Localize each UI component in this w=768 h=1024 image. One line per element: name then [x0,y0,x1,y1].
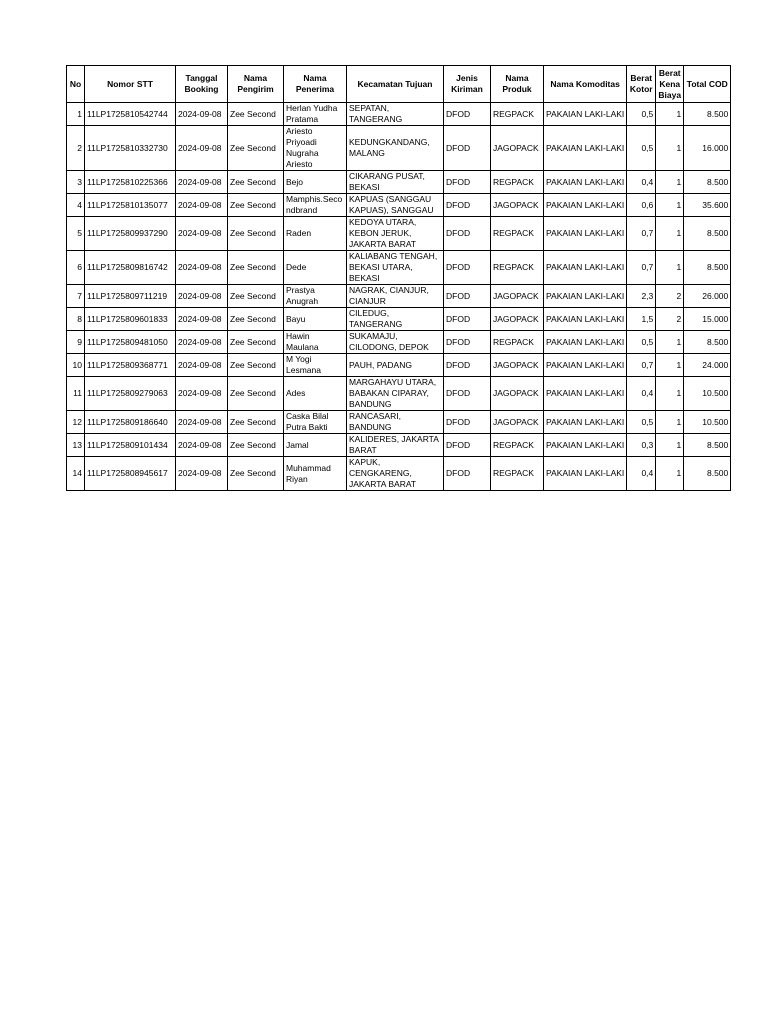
cell-nama-komoditas: PAKAIAN LAKI-LAKI [544,354,627,377]
cell-nomor-stt: 11LP1725809101434 [85,434,176,457]
header-tanggal-booking: Tanggal Booking [176,66,228,103]
cell-nama-pengirim: Zee Second [228,217,284,251]
cell-berat-kotor: 0,7 [627,251,656,285]
cell-nama-produk: REGPACK [491,251,544,285]
cell-kecamatan-tujuan: RANCASARI, BANDUNG [347,411,444,434]
cell-no: 9 [67,331,85,354]
cell-nama-produk: REGPACK [491,457,544,491]
cell-tanggal-booking: 2024-09-08 [176,126,228,171]
header-no: No [67,66,85,103]
cell-total-cod: 8.500 [684,434,731,457]
table-row [67,377,731,411]
header-total-cod: Total COD [684,66,731,103]
cell-berat-kena-biaya: 1 [656,377,684,411]
cell-total-cod: 16.000 [684,126,731,171]
cell-nama-penerima: M Yogi Lesmana [284,354,347,377]
cell-jenis-kiriman: DFOD [444,308,491,331]
cell-berat-kotor: 0,7 [627,217,656,251]
header-kecamatan-tujuan: Kecamatan Tujuan [347,66,444,103]
table-row [67,103,731,126]
cell-total-cod: 8.500 [684,103,731,126]
cell-nama-komoditas: PAKAIAN LAKI-LAKI [544,457,627,491]
cell-nama-komoditas: PAKAIAN LAKI-LAKI [544,411,627,434]
cell-tanggal-booking: 2024-09-08 [176,308,228,331]
cell-no: 6 [67,251,85,285]
cell-nama-penerima: Muhammad Riyan [284,457,347,491]
cell-nama-komoditas: PAKAIAN LAKI-LAKI [544,434,627,457]
cell-jenis-kiriman: DFOD [444,331,491,354]
cell-nama-pengirim: Zee Second [228,194,284,217]
header-nama-produk: Nama Produk [491,66,544,103]
cell-tanggal-booking: 2024-09-08 [176,285,228,308]
cell-berat-kena-biaya: 1 [656,217,684,251]
cell-nama-produk: JAGOPACK [491,377,544,411]
cell-nama-penerima: Raden [284,217,347,251]
cell-berat-kena-biaya: 1 [656,194,684,217]
cell-berat-kotor: 0,4 [627,171,656,194]
header-row [67,66,731,103]
cell-nomor-stt: 11LP1725809368771 [85,354,176,377]
cell-nama-pengirim: Zee Second [228,285,284,308]
cell-nama-komoditas: PAKAIAN LAKI-LAKI [544,171,627,194]
cell-nama-komoditas: PAKAIAN LAKI-LAKI [544,285,627,308]
cell-kecamatan-tujuan: PAUH, PADANG [347,354,444,377]
cell-no: 7 [67,285,85,308]
cell-berat-kotor: 0,4 [627,457,656,491]
cell-kecamatan-tujuan: CILEDUG, TANGERANG [347,308,444,331]
cell-nama-produk: JAGOPACK [491,411,544,434]
cell-total-cod: 15.000 [684,308,731,331]
cell-nama-produk: REGPACK [491,171,544,194]
cell-kecamatan-tujuan: NAGRAK, CIANJUR, CIANJUR [347,285,444,308]
cell-tanggal-booking: 2024-09-08 [176,217,228,251]
cell-jenis-kiriman: DFOD [444,171,491,194]
cell-no: 8 [67,308,85,331]
cell-total-cod: 8.500 [684,251,731,285]
cell-nama-produk: REGPACK [491,331,544,354]
cell-nama-produk: JAGOPACK [491,194,544,217]
cell-kecamatan-tujuan: KALIDERES, JAKARTA BARAT [347,434,444,457]
cell-berat-kotor: 0,5 [627,411,656,434]
table-row [67,217,731,251]
cell-jenis-kiriman: DFOD [444,217,491,251]
cell-jenis-kiriman: DFOD [444,457,491,491]
cell-no: 14 [67,457,85,491]
cell-total-cod: 10.500 [684,411,731,434]
cell-nama-pengirim: Zee Second [228,411,284,434]
cell-nama-pengirim: Zee Second [228,434,284,457]
table-row [67,331,731,354]
cell-tanggal-booking: 2024-09-08 [176,434,228,457]
cell-nomor-stt: 11LP1725810332730 [85,126,176,171]
cell-nama-pengirim: Zee Second [228,377,284,411]
cell-nama-produk: JAGOPACK [491,308,544,331]
cell-total-cod: 35.600 [684,194,731,217]
table-row [67,285,731,308]
cell-nama-komoditas: PAKAIAN LAKI-LAKI [544,308,627,331]
cell-berat-kena-biaya: 2 [656,285,684,308]
cell-nomor-stt: 11LP1725809711219 [85,285,176,308]
cell-berat-kena-biaya: 1 [656,457,684,491]
cell-total-cod: 8.500 [684,171,731,194]
cell-kecamatan-tujuan: KAPUAS (SANGGAU KAPUAS), SANGGAU [347,194,444,217]
cell-nama-penerima: Ariesto Priyoadi Nugraha Ariesto [284,126,347,171]
cell-nama-penerima: Ades [284,377,347,411]
cell-no: 10 [67,354,85,377]
cell-berat-kena-biaya: 1 [656,411,684,434]
cell-nama-produk: REGPACK [491,434,544,457]
table-row [67,308,731,331]
cell-no: 2 [67,126,85,171]
cell-no: 1 [67,103,85,126]
cell-total-cod: 26.000 [684,285,731,308]
cell-nama-komoditas: PAKAIAN LAKI-LAKI [544,194,627,217]
cell-nomor-stt: 11LP1725810542744 [85,103,176,126]
cell-nama-penerima: Dede [284,251,347,285]
cell-tanggal-booking: 2024-09-08 [176,411,228,434]
cell-nama-penerima: Bejo [284,171,347,194]
cell-nama-komoditas: PAKAIAN LAKI-LAKI [544,126,627,171]
cell-kecamatan-tujuan: CIKARANG PUSAT, BEKASI [347,171,444,194]
cell-no: 12 [67,411,85,434]
table-row [67,411,731,434]
cell-berat-kotor: 0,5 [627,103,656,126]
cell-berat-kotor: 0,4 [627,377,656,411]
cell-berat-kotor: 0,5 [627,331,656,354]
table-row [67,126,731,171]
cell-kecamatan-tujuan: SEPATAN, TANGERANG [347,103,444,126]
cell-jenis-kiriman: DFOD [444,103,491,126]
cell-tanggal-booking: 2024-09-08 [176,354,228,377]
header-berat-kotor: Berat Kotor [627,66,656,103]
cell-nama-penerima: Caska Bilal Putra Bakti [284,411,347,434]
shipment-table [66,65,731,491]
cell-berat-kotor: 0,3 [627,434,656,457]
cell-nama-komoditas: PAKAIAN LAKI-LAKI [544,103,627,126]
cell-nama-pengirim: Zee Second [228,251,284,285]
cell-berat-kotor: 2,3 [627,285,656,308]
cell-nomor-stt: 11LP1725808945617 [85,457,176,491]
cell-nama-pengirim: Zee Second [228,354,284,377]
cell-jenis-kiriman: DFOD [444,354,491,377]
cell-berat-kotor: 0,6 [627,194,656,217]
cell-kecamatan-tujuan: KEDOYA UTARA, KEBON JERUK, JAKARTA BARAT [347,217,444,251]
cell-nama-penerima: Hawin Maulana [284,331,347,354]
cell-nama-produk: REGPACK [491,103,544,126]
cell-berat-kena-biaya: 1 [656,171,684,194]
cell-berat-kena-biaya: 1 [656,126,684,171]
cell-nomor-stt: 11LP1725809279063 [85,377,176,411]
cell-jenis-kiriman: DFOD [444,126,491,171]
table-row [67,251,731,285]
cell-jenis-kiriman: DFOD [444,411,491,434]
header-jenis-kiriman: Jenis Kiriman [444,66,491,103]
cell-nama-komoditas: PAKAIAN LAKI-LAKI [544,251,627,285]
cell-nama-produk: REGPACK [491,217,544,251]
cell-nama-komoditas: PAKAIAN LAKI-LAKI [544,331,627,354]
cell-berat-kena-biaya: 2 [656,308,684,331]
cell-no: 5 [67,217,85,251]
cell-nama-penerima: Herlan Yudha Pratama [284,103,347,126]
cell-nomor-stt: 11LP1725809937290 [85,217,176,251]
cell-nama-penerima: Bayu [284,308,347,331]
cell-jenis-kiriman: DFOD [444,194,491,217]
cell-total-cod: 10.500 [684,377,731,411]
table-row [67,194,731,217]
cell-total-cod: 24.000 [684,354,731,377]
header-nama-pengirim: Nama Pengirim [228,66,284,103]
cell-tanggal-booking: 2024-09-08 [176,331,228,354]
cell-berat-kena-biaya: 1 [656,331,684,354]
cell-nama-pengirim: Zee Second [228,457,284,491]
cell-jenis-kiriman: DFOD [444,434,491,457]
table-row [67,171,731,194]
cell-nama-pengirim: Zee Second [228,171,284,194]
cell-nama-produk: JAGOPACK [491,354,544,377]
cell-kecamatan-tujuan: SUKAMAJU, CILODONG, DEPOK [347,331,444,354]
cell-nomor-stt: 11LP1725809481050 [85,331,176,354]
cell-nama-komoditas: PAKAIAN LAKI-LAKI [544,377,627,411]
cell-jenis-kiriman: DFOD [444,377,491,411]
cell-kecamatan-tujuan: MARGAHAYU UTARA, BABAKAN CIPARAY, BANDUNG [347,377,444,411]
header-berat-kena-biaya: Berat Kena Biaya [656,66,684,103]
cell-berat-kena-biaya: 1 [656,103,684,126]
cell-kecamatan-tujuan: KEDUNGKANDANG, MALANG [347,126,444,171]
cell-berat-kena-biaya: 1 [656,434,684,457]
cell-tanggal-booking: 2024-09-08 [176,103,228,126]
table-row [67,354,731,377]
header-nama-komoditas: Nama Komoditas [544,66,627,103]
cell-berat-kotor: 0,5 [627,126,656,171]
cell-kecamatan-tujuan: KALIABANG TENGAH, BEKASI UTARA, BEKASI [347,251,444,285]
cell-jenis-kiriman: DFOD [444,285,491,308]
cell-tanggal-booking: 2024-09-08 [176,251,228,285]
cell-nama-produk: JAGOPACK [491,285,544,308]
cell-nama-produk: JAGOPACK [491,126,544,171]
cell-nomor-stt: 11LP1725809601833 [85,308,176,331]
cell-tanggal-booking: 2024-09-08 [176,194,228,217]
cell-nama-pengirim: Zee Second [228,331,284,354]
cell-nama-penerima: Mamphis.Seco ndbrand [284,194,347,217]
cell-kecamatan-tujuan: KAPUK, CENGKARENG, JAKARTA BARAT [347,457,444,491]
cell-berat-kena-biaya: 1 [656,251,684,285]
cell-no: 13 [67,434,85,457]
cell-tanggal-booking: 2024-09-08 [176,171,228,194]
cell-nomor-stt: 11LP1725810135077 [85,194,176,217]
cell-nama-komoditas: PAKAIAN LAKI-LAKI [544,217,627,251]
header-nama-penerima: Nama Penerima [284,66,347,103]
cell-tanggal-booking: 2024-09-08 [176,457,228,491]
cell-tanggal-booking: 2024-09-08 [176,377,228,411]
cell-nomor-stt: 11LP1725809816742 [85,251,176,285]
cell-nama-pengirim: Zee Second [228,126,284,171]
cell-berat-kotor: 0,7 [627,354,656,377]
cell-nomor-stt: 11LP1725809186640 [85,411,176,434]
cell-total-cod: 8.500 [684,457,731,491]
cell-total-cod: 8.500 [684,331,731,354]
cell-nama-pengirim: Zee Second [228,103,284,126]
cell-total-cod: 8.500 [684,217,731,251]
cell-nama-penerima: Prastya Anugrah [284,285,347,308]
table-row [67,434,731,457]
cell-no: 4 [67,194,85,217]
cell-nomor-stt: 11LP1725810225366 [85,171,176,194]
table-row [67,457,731,491]
cell-no: 11 [67,377,85,411]
cell-berat-kena-biaya: 1 [656,354,684,377]
cell-nama-penerima: Jamal [284,434,347,457]
cell-nama-pengirim: Zee Second [228,308,284,331]
cell-jenis-kiriman: DFOD [444,251,491,285]
cell-no: 3 [67,171,85,194]
cell-berat-kotor: 1,5 [627,308,656,331]
header-nomor-stt: Nomor STT [85,66,176,103]
